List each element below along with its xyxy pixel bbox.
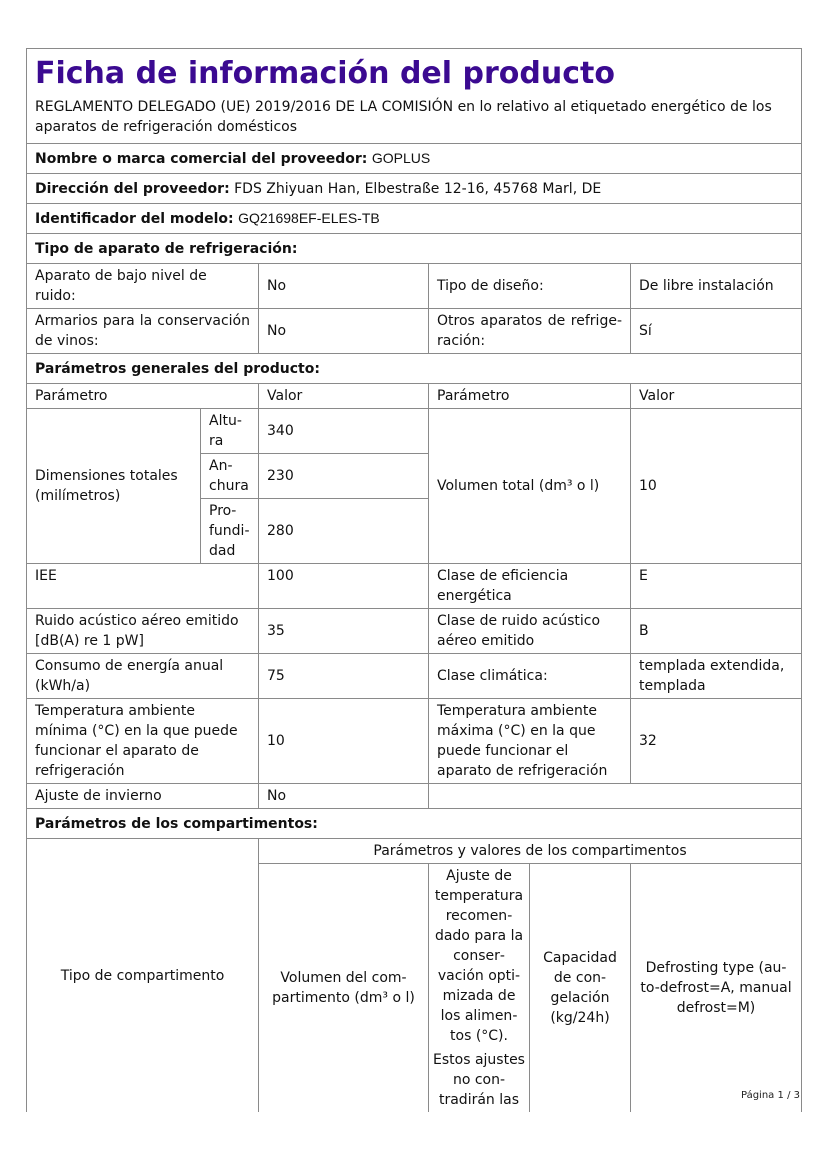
appliance-type-heading-row (27, 234, 802, 264)
wine-storage-value: No (259, 309, 429, 354)
column-parameter: Parámetro (27, 384, 259, 409)
ambient-temp-row (27, 699, 802, 784)
page-number (741, 1090, 800, 1101)
total-volume-value: 10 (631, 409, 802, 564)
energy-row (27, 654, 802, 699)
compartment-params-header: Parámetros y valores de los compartimentos (259, 839, 802, 864)
other-appliance-value: Sí (631, 309, 802, 354)
width-value: 230 (259, 454, 429, 499)
wine-storage-label: Armarios para la conservación de vinos: (27, 309, 259, 354)
winter-row (27, 784, 802, 809)
energy-label: Consumo de energía anual (kWh/a) (27, 654, 259, 699)
efficiency-class-value: E (631, 564, 802, 609)
product-info-table (26, 48, 802, 1112)
supplier-name-value: GOPLUS (371, 150, 431, 166)
design-type-value: De libre instalación (631, 264, 802, 309)
climate-class-label: Clase climática: (429, 654, 631, 699)
supplier-address-row (27, 174, 802, 204)
recommended-temp-label: Ajuste de temperatura recomendado para la conservación optimizada de los alimentos (°C). (434, 868, 524, 1044)
page-separator: / (787, 1090, 791, 1101)
noise-class-label: Clase de ruido acústico aéreo emitido (429, 609, 631, 654)
column-value-2: Valor (631, 384, 802, 409)
page-title: Ficha de información del producto (35, 56, 615, 91)
product-info-sheet (26, 48, 801, 1112)
winter-label: Ajuste de invierno (27, 784, 259, 809)
eei-value: 100 (259, 564, 429, 609)
compartment-type-label: Tipo de compartimento (27, 839, 259, 1113)
winter-empty-cell (429, 784, 802, 809)
model-id-value: GQ21698EF-ELES-TB (238, 210, 380, 226)
other-appliance-label: Otros aparatos de refrigeración: (429, 309, 631, 354)
defrost-type-label: Defrosting type (auto-defrost=A, manual defrost=M) (631, 864, 802, 1113)
depth-value: 280 (259, 499, 429, 564)
noise-class-value: B (631, 609, 802, 654)
model-id-label: Identificador del modelo: (35, 211, 234, 227)
energy-value: 75 (259, 654, 429, 699)
compartment-volume-label: Volumen del compartimento (dm³ o l) (259, 864, 429, 1113)
general-columns-row (27, 384, 802, 409)
title-cell (27, 49, 802, 144)
noise-label: Ruido acústico aéreo emitido [dB(A) re 1 pW] (27, 609, 259, 654)
wine-storage-row (27, 309, 802, 354)
column-parameter-2: Parámetro (429, 384, 631, 409)
depth-label: Profundidad (201, 499, 259, 564)
column-value: Valor (259, 384, 429, 409)
model-id-row (27, 204, 802, 234)
eei-row (27, 564, 802, 609)
appliance-type-heading: Tipo de aparato de refrigeración: (27, 234, 802, 264)
supplier-name-row (27, 144, 802, 174)
min-temp-value: 10 (259, 699, 429, 784)
dimension-height-row (27, 409, 802, 454)
winter-value: No (259, 784, 429, 809)
general-params-heading: Parámetros generales del producto: (27, 354, 802, 384)
supplier-name-label: Nombre o marca comercial del proveedor: (35, 151, 368, 167)
page-current: 1 (777, 1090, 784, 1101)
freezing-capacity-label: Capacidad de congelación (kg/24h) (530, 864, 631, 1113)
height-value: 340 (259, 409, 429, 454)
low-noise-value: No (259, 264, 429, 309)
min-temp-label: Temperatura ambiente mínima (°C) en la que puede funcionar el aparato de refrigeración (27, 699, 259, 784)
eei-label: IEE (27, 564, 259, 609)
compartment-params-header-row (27, 839, 802, 864)
page-total: 3 (793, 1090, 800, 1101)
max-temp-label: Temperatura ambiente máxima (°C) en la que puede funcionar el aparato de refrigeración (429, 699, 631, 784)
low-noise-label: Aparato de bajo nivel de ruido: (27, 264, 259, 309)
max-temp-value: 32 (631, 699, 802, 784)
dimensions-label: Dimensiones totales (milímetros) (27, 409, 201, 564)
supplier-address-value: FDS Zhiyuan Han, Elbestraße 12-16, 45768 Marl, DE (234, 180, 602, 197)
low-noise-row (27, 264, 802, 309)
design-type-label: Tipo de diseño: (429, 264, 631, 309)
climate-class-value: templada extendida, templada (631, 654, 802, 699)
noise-row (27, 609, 802, 654)
compartments-heading: Parámetros de los compartimentos: (27, 809, 802, 839)
recommended-temp-note: Estos ajustes no contradirán las (433, 1052, 525, 1108)
title-row (27, 49, 802, 144)
page-label: Página (741, 1090, 775, 1101)
compartments-heading-row (27, 809, 802, 839)
noise-value: 35 (259, 609, 429, 654)
width-label: Anchura (201, 454, 259, 499)
total-volume-label: Volumen total (dm³ o l) (429, 409, 631, 564)
supplier-address-label: Dirección del proveedor: (35, 180, 230, 197)
height-label: Altura (201, 409, 259, 454)
general-heading-row (27, 354, 802, 384)
regulation-subtitle: REGLAMENTO DELEGADO (UE) 2019/2016 DE LA COMISIÓN en lo relativo al etiquetado energético de los aparatos de refrigeración domésticos (35, 99, 772, 135)
efficiency-class-label: Clase de eficiencia energética (429, 564, 631, 609)
